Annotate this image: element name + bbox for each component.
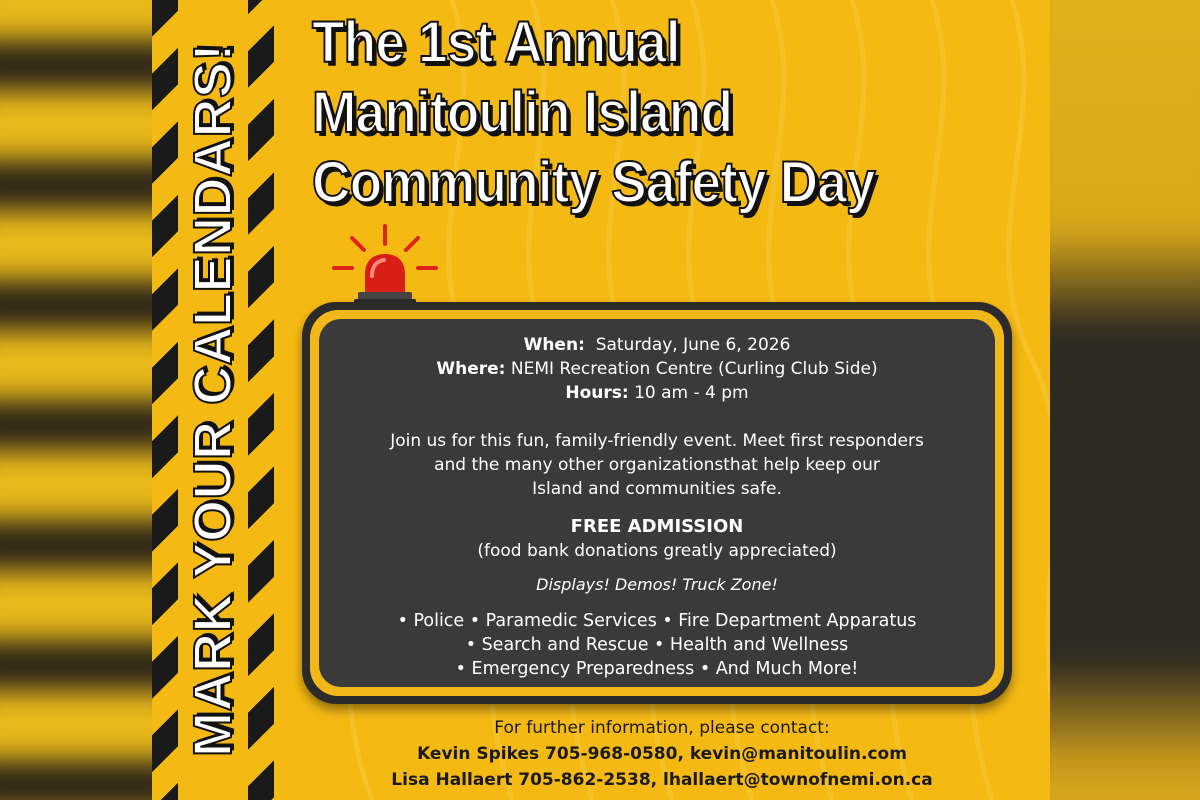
description-line: and the many other organizationsthat help keep our [434,455,880,475]
mark-your-calendars-banner: MARK YOUR CALENDARS! [183,42,243,758]
event-title [312,8,1032,218]
admission-note: (food bank donations greatly appreciated) [477,541,837,561]
displays-tagline: Displays! Demos! Truck Zone! [536,575,778,594]
title-line-1: The 1st Annual [312,10,680,75]
feature-list [319,609,995,681]
feature-line: • Police • Paramedic Services • Fire Department Apparatus [397,611,917,631]
when-value: Saturday, June 6, 2026 [595,335,791,355]
info-panel [302,302,1012,704]
feature-line: • Search and Rescue • Health and Wellness [465,635,849,655]
blurred-background-left [0,0,152,800]
description-line: Join us for this fun, family-friendly event. Meet first responders [390,431,924,451]
title-line-2: Manitoulin Island [312,80,733,145]
event-poster [152,0,1050,800]
free-admission-heading: FREE ADMISSION [570,516,744,537]
hours-value: 10 am - 4 pm [634,383,749,403]
contact-intro: For further information, please contact: [494,718,830,738]
where-label: Where: [436,359,506,379]
when-label: When: [523,335,585,355]
event-details [319,333,995,405]
contact-kevin: Kevin Spikes 705-968-0580, kevin@manitoulin.com [417,744,907,764]
blurred-background-right [1050,0,1200,800]
where-value: NEMI Recreation Centre (Curling Club Side) [510,359,878,379]
hours-label: Hours: [565,383,629,403]
contact-lisa: Lisa Hallaert 705-862-2538, lhallaert@townofnemi.on.ca [391,770,933,790]
description-line: Island and communities safe. [532,479,782,499]
event-description [349,429,965,501]
siren-icon [330,222,440,312]
title-line-3: Community Safety Day [312,150,875,215]
feature-line: • Emergency Preparedness • And Much More! [455,659,859,679]
